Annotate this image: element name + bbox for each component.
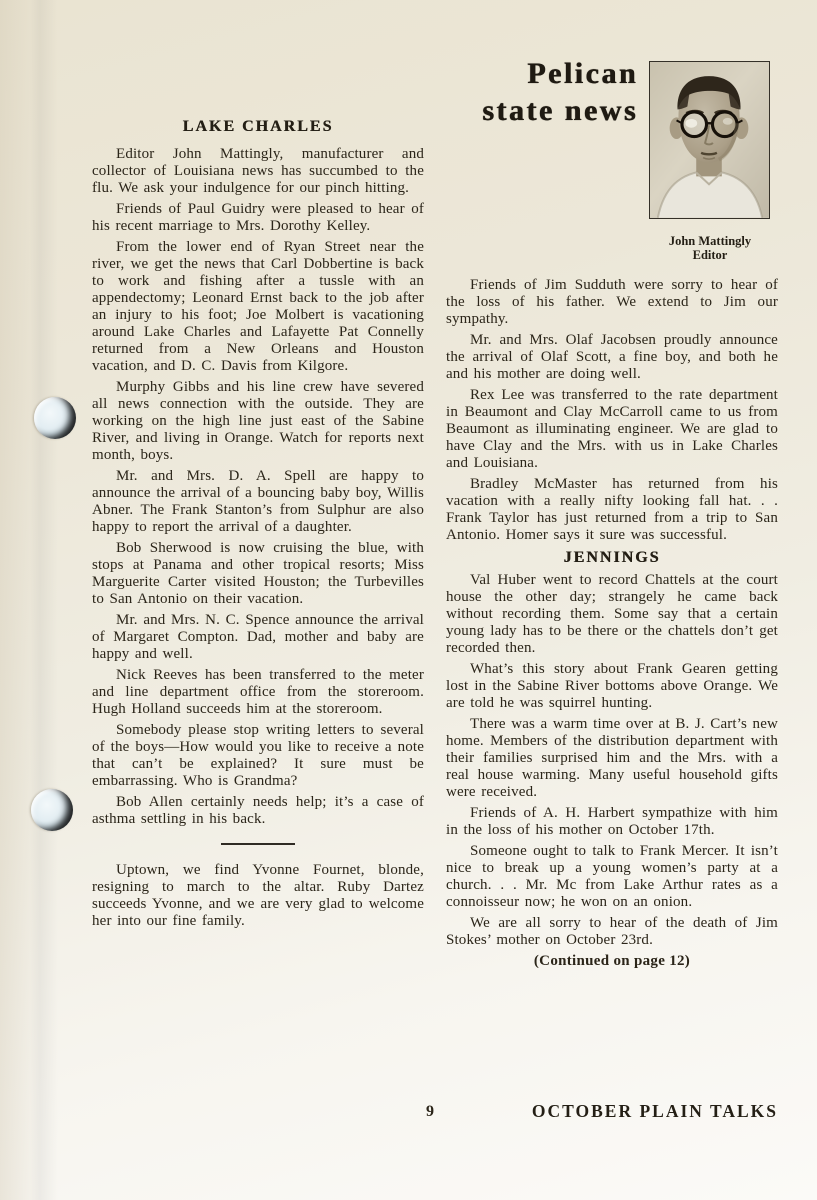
paragraph: Rex Lee was transferred to the rate department in Beaumont and Clay McCarroll came to us from Beaumont as illuminating engineer. We are glad to have Clay and the Mrs. with us in Lake Charles and Louisiana. xyxy=(446,387,778,471)
photo-caption-name: John Mattingly xyxy=(668,234,752,248)
photo-caption xyxy=(640,234,780,262)
paragraph: There was a warm time over at B. J. Cart’s new home. Members of the distribution department with their families surprised him and the Mrs. with a real house warming. Many useful household gifts were received. xyxy=(446,716,778,800)
paragraph: Editor John Mattingly, manufacturer and collector of Louisiana news has succumbed to the flu. We ask your indulgence for our pinch hitting. xyxy=(92,146,424,196)
paragraph: Bradley McMaster has returned from his vacation with a really nifty looking fall hat. . . Frank Taylor has just returned from a trip to San Antonio. Homer says it sure was successful. xyxy=(446,476,778,543)
paragraph: Friends of A. H. Harbert sympathize with him in the loss of his mother on October 17th. xyxy=(446,805,778,838)
footer-title: OCTOBER PLAIN TALKS xyxy=(531,1101,778,1121)
paragraph: We are all sorry to hear of the death of Jim Stokes’ mother on October 23rd. xyxy=(446,915,778,948)
editor-photo xyxy=(649,61,770,219)
photo-caption-role: Editor xyxy=(692,248,728,262)
paragraph: Mr. and Mrs. Olaf Jacobsen proudly announce the arrival of Olaf Scott, a fine boy, and both he and his mother are doing well. xyxy=(446,332,778,382)
paragraph: Someone ought to talk to Frank Mercer. It isn’t nice to break up a young women’s party at a church. . . Mr. Mc from Lake Arthur rates as a connoisseur now; he won on an onion. xyxy=(446,843,778,910)
left-column xyxy=(92,118,424,934)
continued-note: (Continued on page 12) xyxy=(533,953,691,969)
paragraph: Uptown, we find Yvonne Fournet, blonde, resigning to march to the altar. Ruby Dartez succeeds Yvonne, and we are very glad to welcome her into our fine family. xyxy=(92,862,424,929)
paragraph: Nick Reeves has been transferred to the meter and line department office from the storeroom. Hugh Holland succeeds him at the storeroom. xyxy=(92,667,424,717)
section-divider xyxy=(221,843,295,845)
masthead-title-line2: state news xyxy=(482,94,638,127)
paragraph: Val Huber went to record Chattels at the court house the other day; strangely he came back without recording them. Some say that a certain young lady has to be there or the chattels don’t get recorded then. xyxy=(446,572,778,656)
paragraph: Murphy Gibbs and his line crew have severed all news connection with the outside. They are working on the high line just east of the Sabine River, and living in Orange. Watch for reports next month, boys. xyxy=(92,379,424,463)
paragraph: Bob Allen certainly needs help; it’s a case of asthma settling in his back. xyxy=(92,794,424,827)
masthead-title-line1: Pelican xyxy=(527,57,638,90)
editor-portrait-illustration xyxy=(650,62,769,218)
paragraph: Friends of Paul Guidry were pleased to hear of his recent marriage to Mrs. Dorothy Kelley. xyxy=(92,201,424,234)
paragraph: Mr. and Mrs. D. A. Spell are happy to announce the arrival of a bouncing baby boy, Willis Abner. The Frank Stanton’s from Sulphur are also happy to report the arrival of a daughter. xyxy=(92,468,424,535)
paragraph: Mr. and Mrs. N. C. Spence announce the arrival of Margaret Compton. Dad, mother and baby are happy and well. xyxy=(92,612,424,662)
paragraph: Bob Sherwood is now cruising the blue, with stops at Panama and other tropical resorts; Miss Marguerite Carter visited Houston; the Turbevilles to San Antonio on their vacation. xyxy=(92,540,424,607)
paragraph: From the lower end of Ryan Street near the river, we get the news that Carl Dobbertine is back to work and fishing after a tussle with an appendectomy; Leonard Ernst back to the job after an injury to his foot; Joe Molbert is vacationing around Lake Charles and Lafayette Pat Connelly returned from a New Orleans and Houston vacation, and D. C. Davis from Kilgore. xyxy=(92,239,424,374)
paragraph: Somebody please stop writing letters to several of the boys—How would you like to receive a note that can’t be explained? It sure must be embarrassing. Who is Grandma? xyxy=(92,722,424,789)
paragraph: What’s this story about Frank Gearen getting lost in the Sabine River bottoms above Orange. We are told he was squirrel hunting. xyxy=(446,661,778,711)
section-heading-lake-charles: LAKE CHARLES xyxy=(182,118,334,135)
page-number: 9 xyxy=(426,1103,434,1120)
paragraph: Friends of Jim Sudduth were sorry to hear of the loss of his father. We extend to Jim our sympathy. xyxy=(446,277,778,327)
punch-hole-bottom xyxy=(31,789,73,831)
punch-hole-top xyxy=(34,397,76,439)
section-heading-jennings: JENNINGS xyxy=(563,549,661,566)
right-column xyxy=(446,277,778,970)
masthead-title xyxy=(440,55,638,129)
